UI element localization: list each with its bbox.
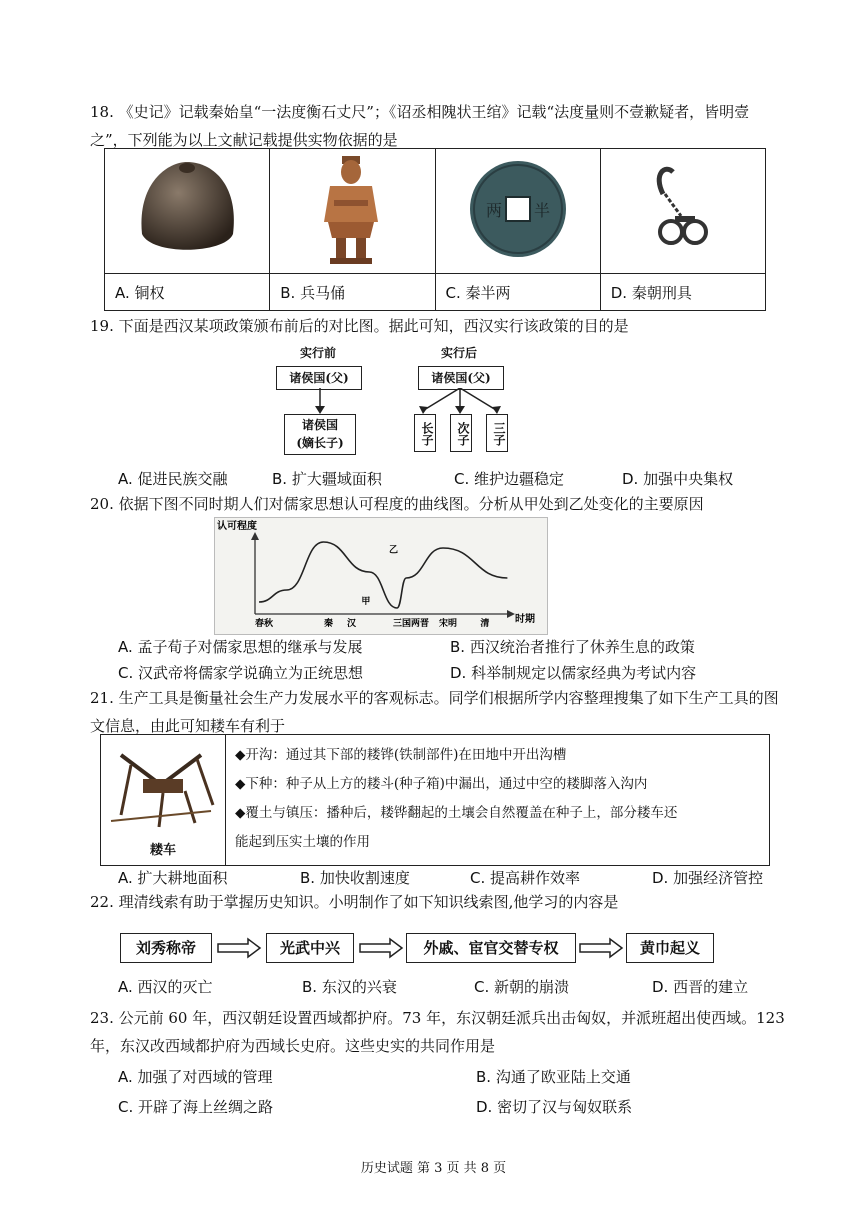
q19-option-a[interactable]: A. 促进民族交融 <box>118 470 228 488</box>
q19-after-arrows <box>410 388 510 416</box>
q18-line1: 18. 《史记》记载秦始皇“一法度衡石丈尺”；《诏丞相隗状王绾》记载“法度量则不壹歉疑者，皆明壹 <box>90 103 750 121</box>
flow-step-1: 刘秀称帝 <box>120 933 212 963</box>
q21-option-d[interactable]: D. 加强经济管控 <box>652 869 764 887</box>
q19-after-label: 实行后 <box>441 346 478 360</box>
chart-annotation: 甲 <box>361 597 371 607</box>
q18-option-d[interactable]: D. 秦朝刑具 <box>600 274 765 311</box>
q19-after-child-1: 长子 <box>414 414 436 452</box>
y-axis-arrow <box>251 532 259 540</box>
q22-option-b[interactable]: B. 东汉的兴衰 <box>302 978 397 996</box>
question-20-stem <box>90 490 790 518</box>
x-axis-arrow <box>507 610 515 618</box>
q19-before-bottom-box <box>284 414 356 455</box>
x-tick-label: 宋明 <box>439 619 458 629</box>
terracotta-warrior-image <box>270 149 435 274</box>
x-tick-label: 三国两晋 <box>393 619 430 629</box>
qin-banliang-coin-image <box>435 149 600 274</box>
acceptance-curve-chart <box>214 517 548 635</box>
flow-step-4: 黄巾起义 <box>626 933 714 963</box>
seed-drill-item-3: ◆覆土与镇压：播种后，耧铧翻起的土壤会自然覆盖在种子上，部分耧车还 <box>235 805 678 821</box>
q19-before-label: 实行前 <box>300 346 337 360</box>
x-tick-label: 清 <box>480 619 490 629</box>
q20-stem-text: 20. 依据下图不同时期人们对儒家思想认可程度的曲线图。分析从甲处到乙处变化的主要原因 <box>90 495 704 513</box>
q19-after-top-box: 诸侯国(父) <box>418 366 504 390</box>
chart-annotation: 乙 <box>389 545 399 556</box>
q18-option-c[interactable]: C. 秦半两 <box>435 274 600 311</box>
seed-drill-image <box>101 735 225 839</box>
q20-option-a[interactable]: A. 孟子荀子对儒家思想的继承与发展 <box>118 638 363 656</box>
x-axis-label: 时期 <box>515 614 535 625</box>
flow-arrow-1 <box>216 937 262 959</box>
q23-line2: 年，东汉改西域都护府为西域长史府。这些史实的共同作用是 <box>90 1037 496 1055</box>
q19-after-child-3: 三子 <box>486 414 508 452</box>
q19-before-bottom-line2: (嫡长子) <box>296 436 344 450</box>
question-23-stem <box>90 1004 790 1060</box>
q19-option-c[interactable]: C. 维护边疆稳定 <box>454 470 565 488</box>
qin-shackles-image <box>600 149 765 274</box>
q20-option-d[interactable]: D. 科举制规定以儒家经典为考试内容 <box>450 664 697 682</box>
chart-svg <box>215 518 547 634</box>
page-footer: 历史试题 第 3 页 共 8 页 <box>360 1161 507 1176</box>
q22-option-a[interactable]: A. 西汉的灭亡 <box>118 978 213 996</box>
q22-stem-text: 22. 理清线索有助于掌握历史知识。小明制作了如下知识线索图,他学习的内容是 <box>90 893 619 911</box>
q23-option-a[interactable]: A. 加强了对西域的管理 <box>118 1068 273 1086</box>
question-18-stem <box>90 98 790 154</box>
x-tick-label: 汉 <box>347 619 357 629</box>
q19-before-top-box: 诸侯国(父) <box>276 366 362 390</box>
seed-drill-description <box>235 741 755 857</box>
q19-stem-text: 19. 下面是西汉某项政策颁布前后的对比图。据此可知，西汉实行该政策的目的是 <box>90 317 629 335</box>
question-19-stem <box>90 312 790 340</box>
flow-step-3: 外戚、宦官交替专权 <box>406 933 576 963</box>
q19-before-bottom-line1: 诸侯国 <box>301 418 338 432</box>
q18-option-b[interactable]: B. 兵马俑 <box>270 274 435 311</box>
q22-option-d[interactable]: D. 西晋的建立 <box>652 978 749 996</box>
seed-drill-caption: 耧车 <box>149 843 176 858</box>
q19-option-d[interactable]: D. 加强中央集权 <box>622 470 734 488</box>
seed-drill-item-2: ◆下种：种子从上方的耧斗(种子箱)中漏出，通过中空的耧脚落入沟内 <box>235 776 648 792</box>
q19-option-b[interactable]: B. 扩大疆域面积 <box>272 470 382 488</box>
q19-after-child-2: 次子 <box>450 414 472 452</box>
x-tick-label: 秦 <box>324 619 334 629</box>
x-tick-label: 春秋 <box>255 619 274 629</box>
seed-drill-image-cell <box>101 735 226 865</box>
seed-drill-info-box <box>100 734 770 866</box>
q21-option-c[interactable]: C. 提高耕作效率 <box>470 869 581 887</box>
q21-option-b[interactable]: B. 加快收割速度 <box>300 869 410 887</box>
q21-option-a[interactable]: A. 扩大耕地面积 <box>118 869 228 887</box>
svg-text:两: 两 <box>485 201 502 220</box>
question-21-stem <box>90 684 790 740</box>
q18-line2: 之”，下列能为以上文献记载提供实物依据的是 <box>90 131 398 149</box>
q23-line1: 23. 公元前 60 年，西汉朝廷设置西域都护府。73 年，东汉朝廷派兵出击匈奴，并派班超出使西域。123 <box>90 1009 785 1027</box>
q18-image-options <box>104 148 766 311</box>
flow-step-2: 光武中兴 <box>266 933 354 963</box>
q21-line2: 文信息，由此可知耧车有利于 <box>90 717 286 735</box>
svg-text:半: 半 <box>533 201 550 220</box>
flow-arrow-2 <box>358 937 404 959</box>
q18-option-a[interactable]: A. 铜权 <box>105 274 270 311</box>
q23-option-b[interactable]: B. 沟通了欧亚陆上交通 <box>476 1068 631 1086</box>
question-22-stem <box>90 888 790 916</box>
q20-option-b[interactable]: B. 西汉统治者推行了休养生息的政策 <box>450 638 695 656</box>
q22-option-c[interactable]: C. 新朝的崩溃 <box>474 978 570 996</box>
seed-drill-item-4: 能起到压实土壤的作用 <box>235 834 370 850</box>
acceptance-curve <box>259 542 507 608</box>
q23-option-d[interactable]: D. 密切了汉与匈奴联系 <box>476 1098 633 1116</box>
flow-arrow-3 <box>578 937 624 959</box>
seed-drill-item-1: ◆开沟：通过其下部的耧铧(铁制部件)在田地中开出沟槽 <box>235 747 567 763</box>
q21-line1: 21. 生产工具是衡量社会生产力发展水平的客观标志。同学们根据所学内容整理搜集了如下生产工具的图 <box>90 689 779 707</box>
q19-before-arrow <box>300 388 340 416</box>
q20-option-c[interactable]: C. 汉武帝将儒家学说确立为正统思想 <box>118 664 364 682</box>
y-axis-label: 认可程度 <box>217 521 257 532</box>
q23-option-c[interactable]: C. 开辟了海上丝绸之路 <box>118 1098 274 1116</box>
bronze-weight-image <box>105 149 270 274</box>
